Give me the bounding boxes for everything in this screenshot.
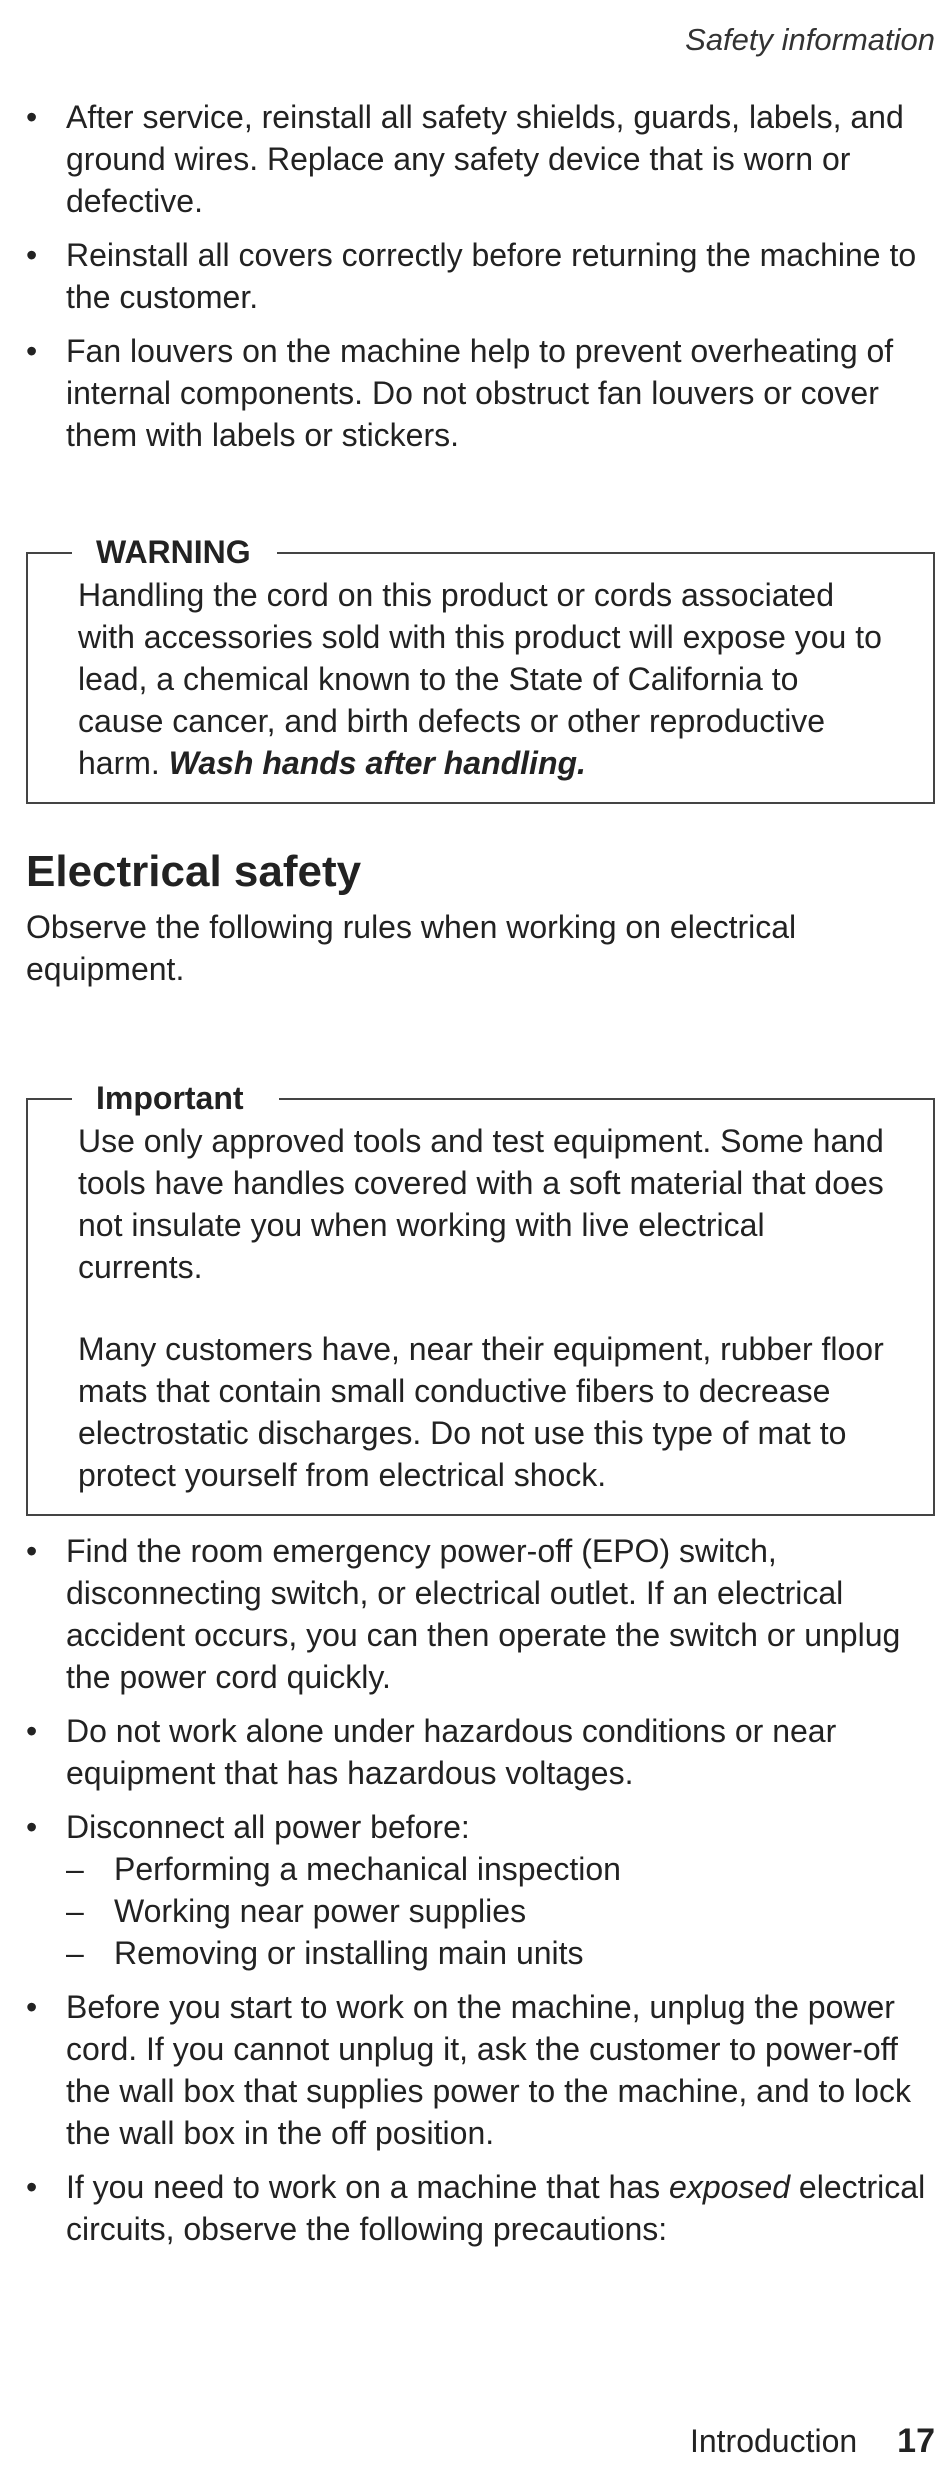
important-paragraph: Use only approved tools and test equipment. Some hand tools have handles covered with a soft material that does not insulate you when working with live electrical currents. <box>78 1123 884 1285</box>
warning-emphasis: Wash hands after handling. <box>168 745 586 781</box>
list-item: • If you need to work on a machine that has exposed electrical circuits, observe the following precautions: <box>26 2166 935 2250</box>
warning-title: WARNING <box>96 531 267 573</box>
list-item: • Do not work alone under hazardous conditions or near equipment that has hazardous voltages. <box>26 1710 935 1794</box>
page-content <box>26 50 935 2262</box>
page-number: 17 <box>897 2422 935 2460</box>
disconnect-sublist <box>66 1848 935 1974</box>
emphasis-exposed: exposed <box>669 2169 791 2205</box>
important-box <box>26 1080 935 1516</box>
sublist-item: – Performing a mechanical inspection <box>66 1848 935 1890</box>
sublist-item: – Working near power supplies <box>66 1890 935 1932</box>
sublist-item: – Removing or installing main units <box>66 1932 935 1974</box>
list-item <box>26 1806 935 1974</box>
running-header: Safety information <box>685 22 935 57</box>
list-item: • Find the room emergency power-off (EPO) switch, disconnecting switch, or electrical outlet. If an electrical accident occurs, you can then operate the switch or unplug the power cord quickly. <box>26 1530 935 1698</box>
warning-text: Handling the cord on this product or cords associated with accessories sold with this product will expose you to lead, a chemical known to the State of California to cause cancer, and birth defects or other reproductive harm. Wash hands after handling. <box>78 577 882 781</box>
footer-chapter: Introduction <box>689 2423 858 2459</box>
warning-box <box>26 534 935 804</box>
section-intro: Observe the following rules when working on electrical equipment. <box>26 909 797 987</box>
page-footer <box>690 2422 935 2461</box>
section-heading: Electrical safety <box>26 847 362 896</box>
important-title: Important <box>96 1077 260 1119</box>
list-item: • Before you start to work on the machine, unplug the power cord. If you cannot unplug it, ask the customer to power-off the wall box that supplies power to the machine, and to lock the wall box in the off position. <box>26 1986 935 2154</box>
important-paragraph: Many customers have, near their equipment, rubber floor mats that contain small conductive fibers to decrease electrostatic discharges. Do not use this type of mat to protect yourself from electrical shock. <box>78 1331 884 1493</box>
service-bullet-list <box>26 96 935 456</box>
list-item: • After service, reinstall all safety shields, guards, labels, and ground wires. Replace any safety device that is worn or defective. <box>26 96 935 222</box>
list-item: • Fan louvers on the machine help to prevent overheating of internal components. Do not obstruct fan louvers or cover them with labels or stickers. <box>26 330 935 456</box>
disconnect-text: Disconnect all power before: <box>66 1809 470 1845</box>
electrical-rules-list <box>26 1530 935 2250</box>
list-item: • Reinstall all covers correctly before returning the machine to the customer. <box>26 234 935 318</box>
